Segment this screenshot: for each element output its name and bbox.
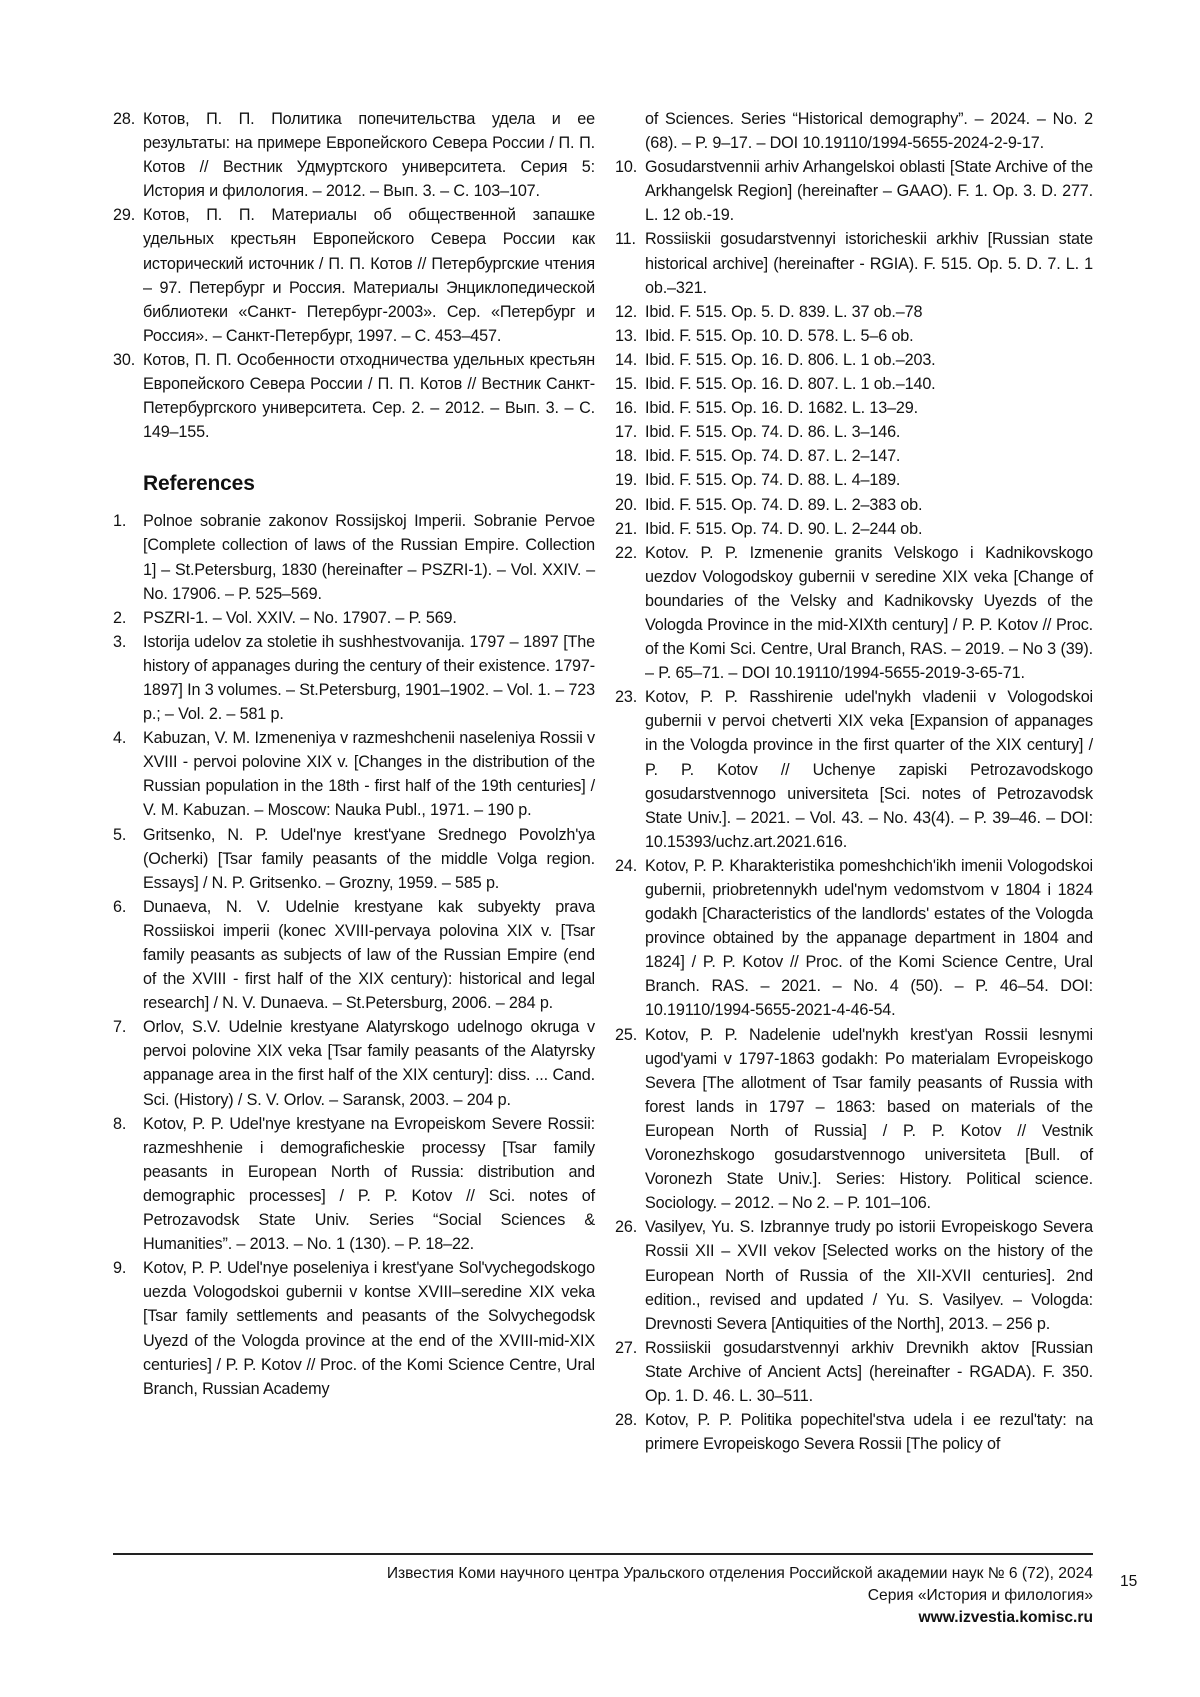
reference-number: 6.: [113, 897, 127, 916]
reference-number: 24.: [615, 856, 638, 875]
reference-number: 28.: [615, 1411, 638, 1430]
reference-item: [615, 1336, 1093, 1408]
reference-number: 1.: [113, 512, 127, 531]
reference-text: Kotov, P. P. Nadelenie udel'nykh krest'yan Rossii lesnymi ugod'yami v 1797-1863 godakh: Po materialam Evropeiskogo Severa [The allotment of Tsar family peasants of Russia with forest lands in 1797 – 1863: based on materials of the European North of Russia] / P. P. Kotov // Vestnik Voronezhskogo gosudarstvennogo universiteta [Bull. of Voronezh State Univ.]. Series: History. Political science. Sociology. – 2012. – No 2. – P. 101–106.: [645, 1025, 1093, 1213]
english-reference-list-continued: [615, 155, 1093, 1456]
reference-number: 26.: [615, 1218, 638, 1237]
reference-number: 2.: [113, 608, 127, 627]
reference-continuation: [615, 107, 1093, 155]
reference-number: 11.: [615, 230, 636, 249]
reference-item: [615, 468, 1093, 492]
reference-text: Ibid. F. 515. Op. 16. D. 806. L. 1 ob.–203.: [645, 350, 936, 369]
reference-text: Kotov, P. P. Rasshirenie udel'nykh vladenii v Vologodskoi gubernii v pervoi chetverti XIX veka [Expansion of appanages in the Vologda province in the first quarter of the XIX century] / P. P. Kotov // Uchenye zapiski Petrozavodskogo gosudarstvennogo universiteta [Sci. notes of Petrozavodsk State Univ.]. – 2021. – Vol. 43. – No. 43(4). – P. 39–46. – DOI: 10.15393/uchz.art.2021.616.: [645, 688, 1093, 851]
reference-text: Kotov, P. P. Udel'nye poseleniya i krest'yane Sol'vychegodskogo uezda Vologodskoi gubernii v kontse XVIII–seredine XIX veka [Tsar family settlements and peasants of the Solvychegodsk Uyezd of the Vologda province at the end of the XVIII-mid-XIX centuries] / P. P. Kotov // Proc. of the Komi Science Centre, Ural Branch, Russian Academy: [143, 1259, 595, 1398]
journal-website-link[interactable]: www.izvestia.komisc.ru: [918, 1609, 1093, 1626]
reference-item: [615, 1408, 1093, 1456]
reference-item: [113, 107, 595, 203]
reference-item: [113, 203, 595, 348]
reference-item: [615, 324, 1093, 348]
reference-number: 29.: [113, 206, 136, 225]
reference-item: [615, 444, 1093, 468]
page-footer: [387, 1563, 1093, 1629]
reference-text: Котов, П. П. Политика попечительства удела и ее результаты: на примере Европейского Севера России / П. П. Котов // Вестник Удмуртского университета. Серия 5: История и филология. – 2012. – Вып. 3. – С. 103–107.: [143, 110, 595, 201]
reference-item: [615, 396, 1093, 420]
reference-number: 7.: [113, 1018, 127, 1037]
reference-number: 19.: [615, 471, 638, 490]
reference-item: [615, 348, 1093, 372]
reference-item: [615, 300, 1093, 324]
reference-item: [615, 1215, 1093, 1335]
reference-number: 5.: [113, 825, 127, 844]
reference-item: [615, 854, 1093, 1023]
continuation-text: of Sciences. Series “Historical demography”. – 2024. – No. 2 (68). – P. 9–17. – DOI 10.19110/1994-5655-2024-2-9-17.: [645, 110, 1093, 153]
reference-text: Kotov, P. P. Udel'nye krestyane na Evropeiskom Severe Rossii: razmeshhenie i demograficheskie processy [Tsar family peasants in European North of Russia: distribution and demographic processes] / P. P. Kotov // Sci. notes of Petrozavodsk State Univ. Series “Social Sciences & Humanities”. – 2013. – No. 1 (130). – P. 18–22.: [143, 1114, 595, 1254]
reference-number: 25.: [615, 1025, 638, 1044]
reference-text: Ibid. F. 515. Op. 10. D. 578. L. 5–6 ob.: [645, 326, 914, 345]
reference-text: Котов, П. П. Особенности отходничества удельных крестьян Европейского Севера России / П. П. Котов // Вестник Санкт-Петербургского университета. Сер. 2. – 2012. – Вып. 3. – С. 149–155.: [143, 350, 595, 442]
reference-number: 9.: [113, 1259, 127, 1278]
reference-text: Gritsenko, N. P. Udel'nye krest'yane Srednego Povolzh'ya (Ocherki) [Tsar family peasants of the middle Volga region. Essays] / N. P. Gritsenko. – Grozny, 1959. – 585 p.: [143, 825, 595, 892]
reference-text: Kabuzan, V. M. Izmeneniya v razmeshchenii naseleniya Rossii v XVIII - pervoi polovine XIX v. [Changes in the distribution of the Russian population in the 18th - first half of the 19th centuries] / V. M. Kabuzan. – Moscow: Nauka Publ., 1971. – 190 p.: [143, 729, 595, 820]
reference-item: [615, 685, 1093, 854]
reference-number: 8.: [113, 1114, 127, 1133]
reference-number: 16.: [615, 399, 638, 418]
reference-text: Ibid. F. 515. Op. 5. D. 839. L. 37 ob.–78: [645, 302, 923, 321]
reference-item: [615, 155, 1093, 227]
reference-item: [615, 517, 1093, 541]
reference-number: 12.: [615, 302, 638, 321]
reference-number: 18.: [615, 447, 638, 466]
reference-number: 14.: [615, 350, 638, 369]
journal-title: Известия Коми научного центра Уральского отделения Российской академии наук № 6 (72), 2024: [386, 1565, 1093, 1582]
reference-item: [113, 726, 595, 822]
reference-item: [113, 895, 595, 1015]
reference-number: 4.: [113, 729, 127, 748]
reference-item: [113, 509, 595, 605]
reference-number: 27.: [615, 1338, 638, 1357]
right-column: [615, 107, 1093, 1456]
reference-item: [113, 630, 595, 726]
reference-item: [113, 606, 595, 630]
reference-text: Istorija udelov za stoletie ih sushhestvovanija. 1797 – 1897 [The history of appanages during the century of their existence. 1797-1897] In 3 volumes. – St.Petersburg, 1901–1902. – Vol. 1. – 723 p.; – Vol. 2. – 581 p.: [143, 632, 595, 724]
references-heading: References: [143, 472, 255, 496]
left-column: [113, 107, 595, 1401]
reference-text: Ibid. F. 515. Op. 16. D. 1682. L. 13–29.: [645, 399, 918, 418]
reference-number: 20.: [615, 495, 638, 514]
reference-text: Polnoe sobranie zakonov Rossijskoj Imperii. Sobranie Pervoe [Complete collection of laws of the Russian Empire. Collection 1] – St.Petersburg, 1830 (hereinafter – PSZRI-1). – Vol. XXIV. – No. 17906. – P. 525–569.: [143, 512, 595, 603]
reference-item: [615, 1023, 1093, 1216]
reference-item: [113, 1015, 595, 1111]
reference-item: [113, 1256, 595, 1401]
reference-text: Ibid. F. 515. Op. 16. D. 807. L. 1 ob.–140.: [645, 375, 936, 394]
reference-text: Vasilyev, Yu. S. Izbrannye trudy po istorii Evropeiskogo Severa Rossii XII – XVII vekov [Selected works on the history of the European North of Russia of the XII-XVII centuries]. 2nd edition., revised and updated / Yu. S. Vasilyev. – Vologda: Drevnosti Severa [Antiquities of the North], 2013. – 256 p.: [645, 1218, 1093, 1333]
reference-item: [615, 541, 1093, 686]
reference-number: 22.: [615, 543, 638, 562]
reference-item: [113, 348, 595, 444]
reference-text: Dunaeva, N. V. Udelnie krestyane kak subyekty prava Rossiiskoi imperii (konec XVIII-pervaya polovina XIX v. [Tsar family peasants as subjects of law of the Russian Empire (end of the XVIII - first half of the XIX century): historical and legal research] / N. V. Dunaeva. – St.Petersburg, 2006. – 284 p.: [143, 897, 595, 1013]
english-reference-list: [113, 509, 595, 1400]
reference-text: Ibid. F. 515. Op. 74. D. 86. L. 3–146.: [645, 423, 901, 442]
reference-number: 28.: [113, 110, 136, 128]
reference-text: Ibid. F. 515. Op. 74. D. 89. L. 2–383 ob.: [645, 495, 923, 514]
reference-text: Ibid. F. 515. Op. 74. D. 87. L. 2–147.: [645, 447, 901, 466]
reference-item: [615, 420, 1093, 444]
reference-item: [615, 493, 1093, 517]
reference-number: 15.: [615, 375, 638, 394]
footer-divider: [113, 1553, 1093, 1555]
page-number: 15: [1120, 1573, 1138, 1590]
reference-text: Kotov. P. P. Izmenenie granits Velskogo i Kadnikovskogo uezdov Vologodskoy gubernii v seredine XIX veka [Change of boundaries of the Velsky and Kadnikovsky Uyezds of the Vologda Province in the mid-XIXth century] / P. P. Kotov // Proc. of the Komi Sci. Centre, Ural Branch, RAS. – 2019. – No 3 (39). – P. 65–71. – DOI 10.19110/1994-5655-2019-3-65-71.: [645, 543, 1093, 683]
reference-number: 3.: [113, 632, 127, 651]
reference-number: 30.: [113, 350, 136, 369]
journal-series: Серия «История и филология»: [867, 1587, 1093, 1604]
reference-text: Kotov, P. P. Kharakteristika pomeshchich'ikh imenii Vologodskoi gubernii, priobretennykh udel'nym vedomstvom v 1804 i 1824 godakh [Characteristics of the landlords' estates of the Vologda province obtained by the appanage department in 1804 and 1824] / P. P. Kotov // Proc. of the Komi Science Centre, Ural Branch. RAS. – 2021. – No. 4 (50). – P. 46–54. DOI: 10.19110/1994-5655-2021-4-46-54.: [645, 856, 1093, 1020]
reference-item: [113, 823, 595, 895]
reference-text: Котов, П. П. Материалы об общественной запашке удельных крестьян Европейского Севера России как исторический источник / П. П. Котов // Петербургские чтения – 97. Петербург и Россия. Материалы Энциклопедической библиотеки «Санкт- Петербург-2003». Сер. «Петербург и Россия». – Санкт-Петербург, 1997. – С. 453–457.: [143, 206, 595, 345]
reference-text: Ibid. F. 515. Op. 74. D. 90. L. 2–244 ob.: [645, 519, 923, 538]
reference-item: [615, 227, 1093, 299]
reference-text: Orlov, S.V. Udelnie krestyane Alatyrskogo udelnogo okruga v pervoi polovine XIX veka [Tsar family peasants of the Alatyrsky appanage area in the first half of the XIX century]: diss. ... Cand. Sci. (History) / S. V. Orlov. – Saransk, 2003. – 204 p.: [143, 1018, 595, 1109]
reference-text: Rossiiskii gosudarstvennyi arkhiv Drevnikh aktov [Russian State Archive of Ancient Acts] (hereinafter - RGADA). F. 350. Op. 1. D. 46. L. 30–511.: [645, 1338, 1093, 1405]
reference-text: PSZRI-1. – Vol. XXIV. – No. 17907. – P. 569.: [143, 608, 457, 627]
reference-text: Ibid. F. 515. Op. 74. D. 88. L. 4–189.: [645, 471, 901, 490]
reference-text: Gosudarstvennii arhiv Arhangelskoi oblasti [State Archive of the Arkhangelsk Region] (hereinafter – GAAO). F. 1. Op. 3. D. 277. L. 12 ob.-19.: [645, 158, 1093, 225]
reference-item: [113, 1112, 595, 1257]
reference-number: 17.: [615, 423, 638, 442]
reference-text: Rossiiskii gosudarstvennyi istoricheskii arkhiv [Russian state historical archive] (hereinafter - RGIA). F. 515. Op. 5. D. 7. L. 1 ob.–321.: [645, 230, 1093, 297]
reference-text: Kotov, P. P. Politika popechitel'stva udela i ee rezul'taty: na primere Evropeiskogo Severa Rossii [The policy of: [645, 1411, 1093, 1454]
reference-number: 10.: [615, 158, 638, 177]
reference-number: 13.: [615, 326, 638, 345]
reference-item: [615, 372, 1093, 396]
russian-reference-list: [113, 107, 595, 444]
reference-number: 23.: [615, 688, 638, 707]
reference-number: 21.: [615, 519, 638, 538]
